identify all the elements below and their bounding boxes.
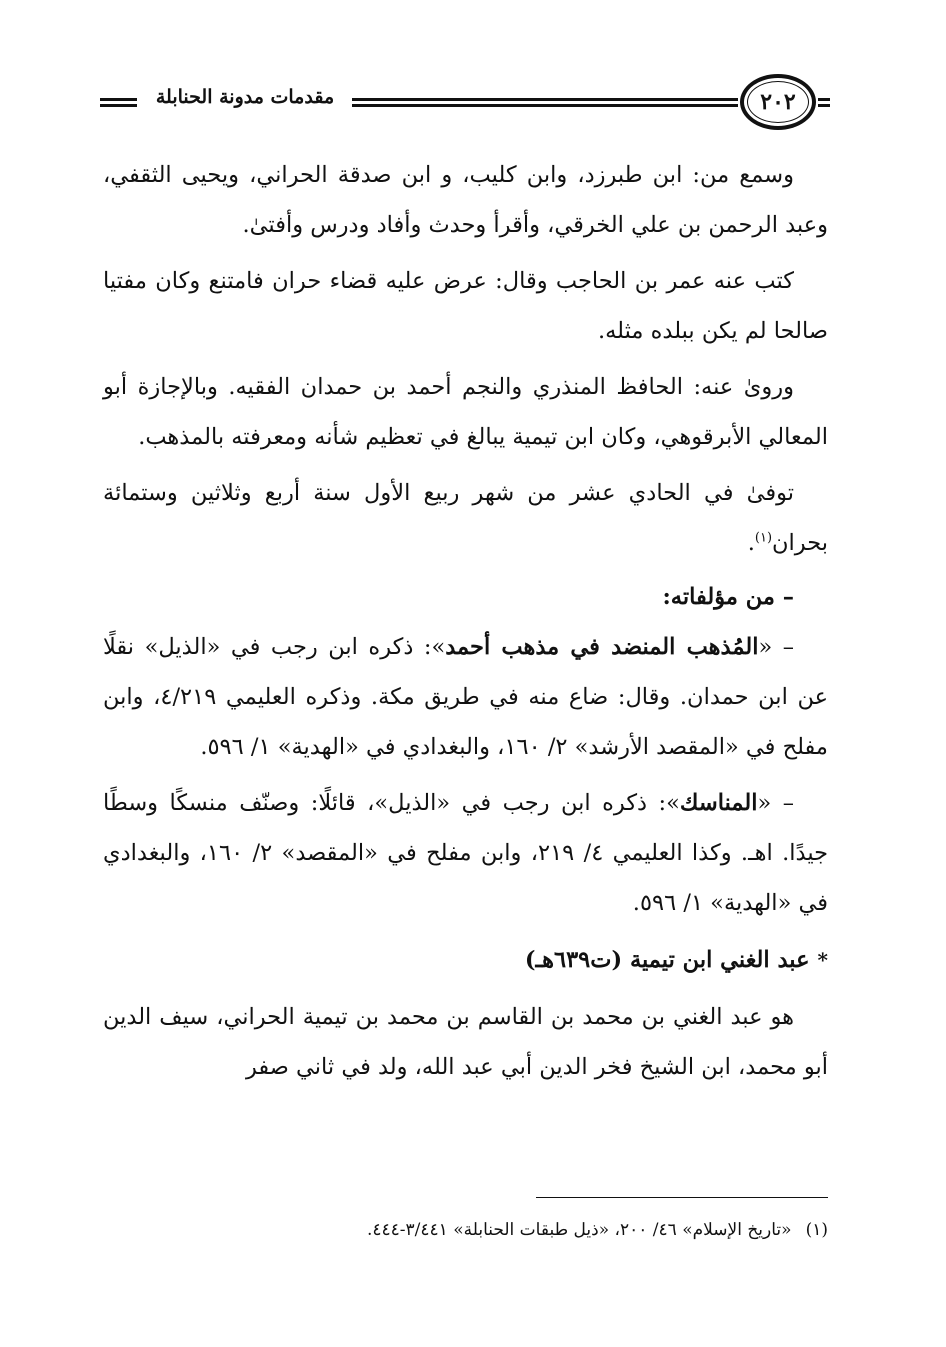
footnote-text: «تاريخ الإسلام» ٤٦/ ٢٠٠، «ذيل طبقات الحنابلة» ٣/٤٤١-٤٤٤. xyxy=(366,1220,792,1240)
works-heading: – من مؤلفاته: xyxy=(662,584,794,610)
work-description: »: ذكره ابن رجب في «الذيل»، قائلًا: وصنّف منسكًا وسطًا جيدًا. اهـ. وكذا العليمي ٤/ ٢١٩، وابن مفلح في «المقصد» ٢/ ١٦٠، والبغدادي في «الهدية» ١/ ٥٩٦. xyxy=(103,790,829,916)
biography-title: عبد الغني ابن تيمية (ت٦٣٩هـ) xyxy=(524,947,810,973)
page-header xyxy=(100,72,830,134)
paragraph-wrote-from-him: كتب عنه عمر بن الحاجب وقال: عرض عليه قضاء حران فامتنع وكان مفتيا صالحا لم يكن ببلده مثله. xyxy=(103,268,828,344)
death-end: . xyxy=(747,530,755,556)
work-prefix: – « xyxy=(757,790,794,816)
work-item-manasik xyxy=(103,778,828,928)
footnote xyxy=(220,1216,828,1244)
page-number-oval xyxy=(740,74,816,130)
main-text xyxy=(103,150,828,1092)
paragraph-death xyxy=(103,468,828,568)
work-prefix: – « xyxy=(758,634,794,660)
footnote-separator xyxy=(536,1197,828,1198)
running-title: مقدمات مدونة الحنابلة xyxy=(155,86,335,108)
header-rule-left xyxy=(100,98,137,107)
paragraph-narrated-from-him: وروىٰ عنه: الحافظ المنذري والنجم أحمد بن حمدان الفقيه. وبالإجازة أبو المعالي الأبرقوهي، وكان ابن تيمية يبالغ في تعظيم شأنه ومعرفته بالمذهب. xyxy=(103,374,828,450)
footnote-reference[interactable]: (١) xyxy=(754,530,773,546)
work-item-mudhab xyxy=(103,622,828,772)
biography-heading xyxy=(103,934,828,986)
paragraph-heard-from: وسمع من: ابن طبرزد، وابن كليب، و ابن صدقة الحراني، ويحيى الثقفي، وعبد الرحمن بن علي الخرقي، وأقرأ وحدث وأفاد ودرس وأفتىٰ. xyxy=(103,162,828,238)
death-text: توفىٰ في الحادي عشر من شهر ربيع الأول سنة أربع وثلاثين وستمائة بحران xyxy=(103,480,828,556)
header-rule-right xyxy=(818,98,830,107)
work-description: »: ذكره ابن رجب في «الذيل» نقلًا عن ابن حمدان. وقال: ضاع منه في طريق مكة. وذكره العليمي ٤/٢١٩، وابن مفلح في «المقصد الأرشد» ٢/ ١٦٠، والبغدادي في «الهدية» ١/ ٥٩٦. xyxy=(103,634,828,760)
work-title: المناسك xyxy=(679,790,758,816)
footnote-number: (١) xyxy=(805,1220,828,1240)
star-icon: * xyxy=(817,948,828,972)
work-title: المُذهب المنضد في مذهب أحمد xyxy=(445,634,759,660)
paragraph-abd-al-ghani: هو عبد الغني بن محمد بن القاسم بن محمد بن تيمية الحراني، سيف الدين أبو محمد، ابن الشيخ فخر الدين أبي عبد الله، ولد في ثاني صفر xyxy=(103,1004,828,1080)
page-number: ٢٠٢ xyxy=(760,89,796,115)
header-rule-middle xyxy=(352,98,738,107)
